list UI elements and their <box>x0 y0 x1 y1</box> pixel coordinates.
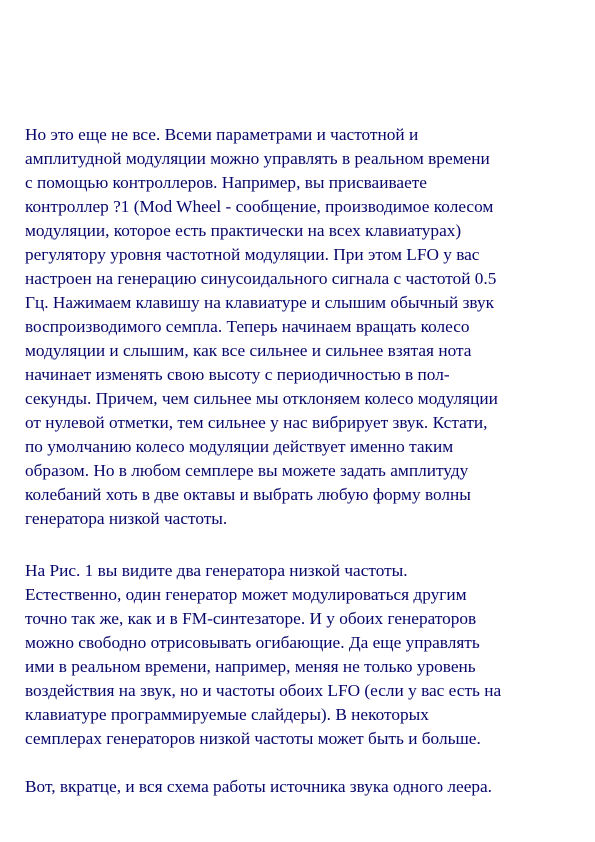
paragraph-1-line-13: от нулевой отметки, тем сильнее у нас вибрирует звук. Кстати, <box>25 413 488 432</box>
paragraph-1-line-7: настроен на генерацию синусоидального сигнала с частотой 0.5 <box>25 269 497 288</box>
paragraph-2-line-4: можно свободно отрисовывать огибающие. Да еще управлять <box>25 633 480 652</box>
paragraph-1-line-11: начинает изменять свою высоту с периодичностью в пол- <box>25 365 450 384</box>
paragraph-1-line-16: колебаний хоть в две октавы и выбрать любую форму волны <box>25 485 471 504</box>
paragraph-1-line-14: по умолчанию колесо модуляции действует именно таким <box>25 437 454 456</box>
paragraph-1-line-9: воспроизводимого семпла. Теперь начинаем вращать колесо <box>25 317 470 336</box>
paragraph-1-line-2: амплитудной модуляции можно управлять в реальном времени <box>25 149 490 168</box>
paragraph-1-line-4: контроллер ?1 (Mod Wheel - сообщение, производимое колесом <box>25 197 494 216</box>
paragraph-2-line-8: семплерах генераторов низкой частоты может быть и больше. <box>25 729 481 748</box>
paragraph-1-line-12: секунды. Причем, чем сильнее мы отклоняем колесо модуляции <box>25 389 498 408</box>
paragraph-1-line-8: Гц. Нажимаем клавишу на клавиатуре и слышим обычный звук <box>25 293 495 312</box>
paragraph-2-line-5: ими в реальном времени, например, меняя не только уровень <box>25 657 476 676</box>
paragraph-1-line-10: модуляции и слышим, как все сильнее и сильнее взятая нота <box>25 341 472 360</box>
paragraph-1-line-5: модуляции, которое есть практически на всех клавиатурах) <box>25 221 462 240</box>
paragraph-2-line-2: Естественно, один генератор может модулироваться другим <box>25 585 467 604</box>
paragraph-2-line-7: клавиатуре программируемые слайдеры). В некоторых <box>25 705 429 724</box>
paragraph-2-line-6: воздействия на звук, но и частоты обоих LFO (если у вас есть на <box>25 681 502 700</box>
paragraph-2-line-3: точно так же, как и в FM-синтезаторе. И у обоих генераторов <box>25 609 477 628</box>
paragraph-2-line-1: На Рис. 1 вы видите два генератора низкой частоты. <box>25 561 408 580</box>
paragraph-1-line-1: Но это еще не все. Всеми параметрами и частотной и <box>25 125 419 144</box>
paragraph-1-line-6: регулятору уровня частотной модуляции. При этом LFO у вас <box>25 245 480 264</box>
paragraph-1-line-15: образом. Но в любом семплере вы можете задать амплитуду <box>25 461 469 480</box>
paragraph-3-line-1: Вот, вкратце, и вся схема работы источника звука одного леера. <box>25 777 493 796</box>
paragraph-1-line-3: с помощью контроллеров. Например, вы присваиваете <box>25 173 427 192</box>
paragraph-1-line-17: генератора низкой частоты. <box>25 509 228 528</box>
